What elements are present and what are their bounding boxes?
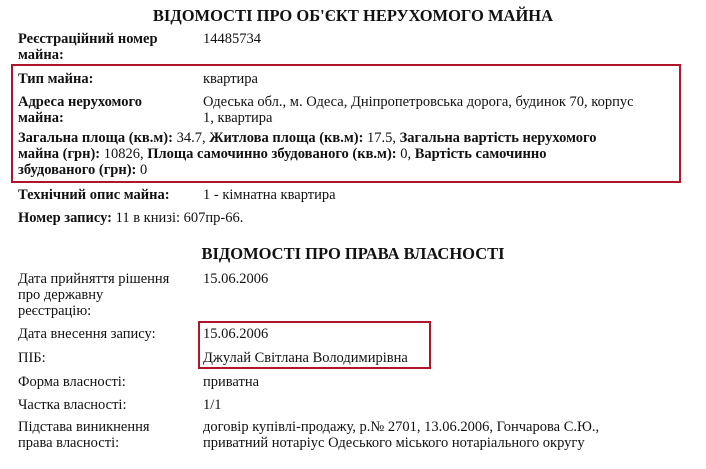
record-line <box>18 210 243 227</box>
area-line-2 <box>18 146 546 163</box>
property-section-title: ВІДОМОСТІ ПРО ОБ'ЄКТ НЕРУХОМОГО МАЙНА <box>152 6 554 25</box>
self-built-area-value: 0, <box>396 146 415 162</box>
total-cost-label-start: Загальна вартість нерухомого <box>399 130 597 146</box>
type-value: квартира <box>203 71 258 87</box>
decision-date-label-2: про державну <box>18 287 104 303</box>
address-label-1: Адреса нерухомого <box>18 94 142 110</box>
address-value-2: 1, квартира <box>203 110 273 126</box>
record-label: Номер запису: <box>18 210 112 226</box>
decision-date-value: 15.06.2006 <box>203 271 269 287</box>
decision-date-label-1: Дата прийняття рішення <box>18 271 170 287</box>
tech-desc-value: 1 - кімнатна квартира <box>203 187 336 203</box>
self-built-cost-label-end: збудованого (грн): <box>18 162 137 178</box>
entry-date-value: 15.06.2006 <box>203 326 269 342</box>
total-area-value: 34.7, <box>172 130 210 146</box>
name-value: Джулай Світлана Володимирівна <box>203 350 408 366</box>
rights-section-title: ВІДОМОСТІ ПРО ПРАВА ВЛАСНОСТІ <box>201 244 505 263</box>
name-label: ПІБ: <box>18 350 46 366</box>
total-cost-label-end: майна (грн): <box>18 146 101 162</box>
address-value-1: Одеська обл., м. Одеса, Дніпропетровська дорога, будинок 70, корпус <box>203 94 634 110</box>
self-built-cost-label-start: Вартість самочинно <box>414 146 547 162</box>
total-cost-value: 10826, <box>100 146 148 162</box>
type-label: Тип майна: <box>18 71 94 87</box>
address-label-2: майна: <box>18 110 64 126</box>
self-built-cost-value: 0 <box>136 162 148 178</box>
area-line-1 <box>18 130 597 147</box>
basis-value-2: приватний нотаріус Одеського міського нотаріального округу <box>203 435 585 451</box>
area-line-3 <box>18 162 147 179</box>
basis-label-2: права власності: <box>18 435 120 451</box>
living-area-value: 17.5, <box>363 130 400 146</box>
reg-number-label-1: Реєстраційний номер <box>18 31 158 47</box>
basis-value-1: договір купівлі-продажу, р.№ 2701, 13.06.2006, Гончарова С.Ю., <box>203 419 600 435</box>
entry-date-label: Дата внесення запису: <box>18 326 156 342</box>
record-value: 11 в книзі: 607пр-66. <box>111 210 244 226</box>
share-value: 1/1 <box>203 397 222 413</box>
living-area-label: Житлова площа (кв.м): <box>209 130 364 146</box>
share-label: Частка власності: <box>18 397 127 413</box>
decision-date-label-3: реєстрацію: <box>18 303 92 319</box>
ownership-form-label: Форма власності: <box>18 374 126 390</box>
reg-number-value: 14485734 <box>203 31 261 47</box>
basis-label-1: Підстава виникнення <box>18 419 150 435</box>
self-built-area-label: Площа самочинно збудованого (кв.м): <box>147 146 397 162</box>
reg-number-label-2: майна: <box>18 47 64 63</box>
ownership-form-value: приватна <box>203 374 260 390</box>
total-area-label: Загальна площа (кв.м): <box>18 130 173 146</box>
tech-desc-label: Технічний опис майна: <box>18 187 170 203</box>
